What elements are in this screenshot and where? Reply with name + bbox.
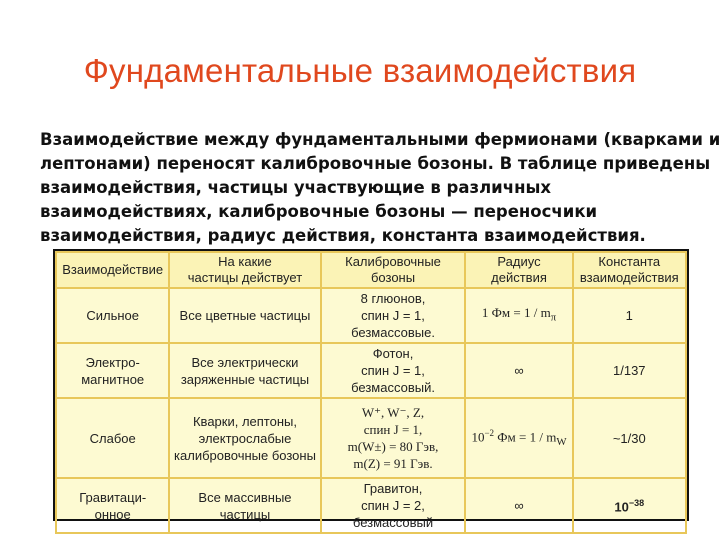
cell-interaction: Сильное xyxy=(56,288,169,343)
page-title: Фундаментальные взаимодействия xyxy=(83,52,637,89)
cell-particles: Все цветные частицы xyxy=(169,288,320,343)
intro-line: взаимодействия, радиус действия, константа взаимодействия. xyxy=(40,226,646,245)
interactions-table-image xyxy=(53,249,689,530)
interactions-table xyxy=(55,251,687,534)
header-interaction: Взаимодействие xyxy=(56,252,169,288)
table-header-row xyxy=(56,252,686,288)
cell-interaction: Электро- магнитное xyxy=(56,343,169,398)
cell-bosons: Гравитон, спин J = 2, безмассовый xyxy=(321,478,466,533)
table-row xyxy=(56,343,686,398)
cell-constant: ~1/30 xyxy=(573,398,686,478)
header-radius: Радиус действия xyxy=(465,252,572,288)
cell-radius: ∞ xyxy=(465,343,572,398)
header-bosons: Калибровочные бозоны xyxy=(321,252,466,288)
cell-constant: $10^{-38}$ xyxy=(573,478,686,533)
header-particles: На какие частицы действует xyxy=(169,252,320,288)
cell-constant: 1 xyxy=(573,288,686,343)
cell-radius: ∞ xyxy=(465,478,572,533)
intro-line: лептонами) переносят калибровочные бозоны. В таблице приведены xyxy=(40,154,711,173)
cell-radius: 1 Фм = $1 / m_\pi$ xyxy=(465,288,572,343)
table-row xyxy=(56,398,686,478)
intro-paragraph xyxy=(40,128,720,248)
cell-constant: 1/137 xyxy=(573,343,686,398)
cell-particles: Кварки, лептоны, электрослабые калибровочные бозоны xyxy=(169,398,320,478)
intro-line: взаимодействиях, калибровочные бозоны — переносчики xyxy=(40,202,598,221)
cell-bosons: 8 глюонов, спин J = 1, безмассовые. xyxy=(321,288,466,343)
header-constant: Константа взаимодействия xyxy=(573,252,686,288)
intro-line: Взаимодействие между фундаментальными фермионами (кварками и xyxy=(40,130,720,149)
table-row xyxy=(56,478,686,533)
cell-particles: Все массивные частицы xyxy=(169,478,320,533)
cell-bosons: W⁺, W⁻, Z, спин J = 1, m(W±) = 80 Гэв, m(Z) = 91 Гэв. xyxy=(321,398,466,478)
cell-interaction: Слабое xyxy=(56,398,169,478)
table-row xyxy=(56,288,686,343)
intro-line: взаимодействия, частицы участвующие в различных xyxy=(40,178,552,197)
cell-radius: $10^{-2}$ Фм = $1 / m_W$ xyxy=(465,398,572,478)
cell-particles: Все электрически заряженные частицы xyxy=(169,343,320,398)
cell-interaction: Гравитаци- онное xyxy=(56,478,169,533)
cell-bosons: Фотон, спин J = 1, безмассовый. xyxy=(321,343,466,398)
